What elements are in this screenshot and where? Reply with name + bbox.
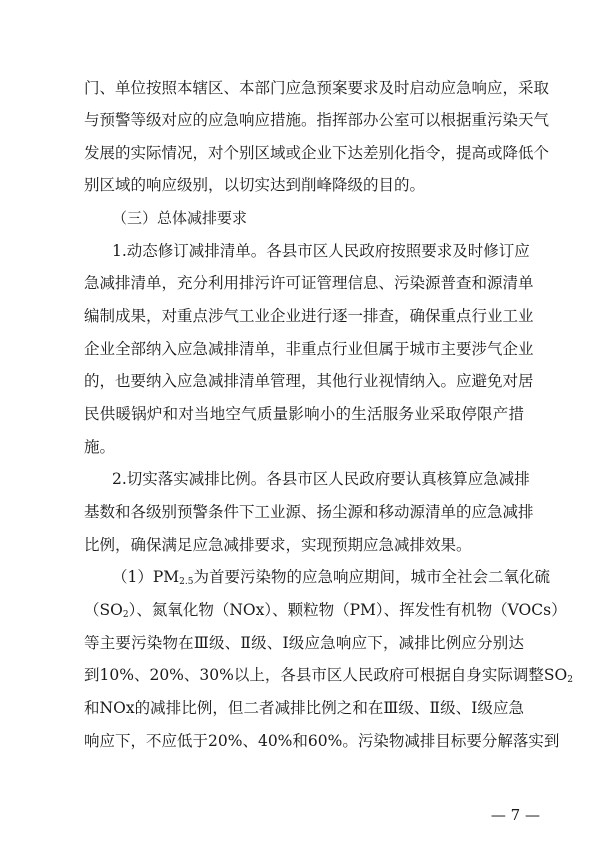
paragraph-1-line-2: 与预警等级对应的应急响应措施。指挥部办公室可以根据重污染天气 [84, 111, 550, 129]
paragraph-3-line-1: 2.切实落实减排比例。各县市区人民政府要认真核算应急减排 [112, 470, 530, 488]
text-segment: （SO [84, 601, 123, 619]
text-segment: ）、氮氧化物（NOx）、颗粒物（PM）、挥发性有机物（VOCs） [128, 601, 567, 619]
paragraph-1-line-1: 门、单位按照本辖区、本部门应急预案要求及时启动应急响应，采取 [84, 79, 550, 97]
subscript: 2 [122, 610, 129, 620]
text-segment: 到10%、20%、30%以上，各县市区人民政府可根据自身实际调整SO [84, 666, 568, 684]
text-segment: 为首要污染物的应急响应期间，城市全社会二氧化硫 [193, 568, 551, 586]
paragraph-3-line-2: 基数和各级别预警条件下工业源、扬尘源和移动源清单的应急减排 [84, 503, 534, 521]
page-number: — 7 — [490, 806, 540, 824]
paragraph-2-line-1: 1.动态修订减排清单。各县市区人民政府按照要求及时修订应 [112, 242, 530, 260]
paragraph-4-line-5: 和NOx的减排比例，但二者减排比例之和在Ⅲ级、Ⅱ级、Ⅰ级应急 [84, 699, 524, 717]
paragraph-2-line-6: 民供暖锅炉和对当地空气质量影响小的生活服务业采取停限产措 [84, 405, 524, 423]
paragraph-1-line-3: 发展的实际情况，对个别区域或企业下达差别化指令，提高或降低个 [84, 144, 550, 162]
paragraph-2-line-7: 施。 [84, 438, 116, 456]
section-heading: （三）总体减排要求 [112, 209, 248, 227]
subscript: 2.5 [179, 577, 194, 587]
paragraph-2-line-5: 的，也要纳入应急减排清单管理，其他行业视情纳入。应避免对居 [84, 372, 534, 390]
paragraph-1-line-4: 别区域的响应级别，以切实达到削峰降级的目的。 [84, 176, 426, 194]
text-segment: （1）PM [112, 568, 180, 586]
paragraph-4-line-3: 等主要污染物在Ⅲ级、Ⅱ级、Ⅰ级应急响应下，减排比例应分别达 [84, 634, 524, 652]
paragraph-4-line-2 [84, 601, 567, 620]
paragraph-4-line-1 [112, 568, 551, 587]
paragraph-3-line-3: 比例，确保满足应急减排要求，实现预期应急减排效果。 [84, 536, 472, 554]
paragraph-4-line-6: 响应下，不应低于20%、40%和60%。污染物减排目标要分解落实到 [84, 732, 560, 750]
subscript: 2 [567, 675, 573, 685]
paragraph-2-line-4: 企业全部纳入应急减排清单，非重点行业但属于城市主要涉气企业 [84, 340, 534, 358]
paragraph-2-line-3: 编制成果，对重点涉气工业企业进行逐一排查，确保重点行业工业 [84, 307, 534, 325]
paragraph-2-line-2: 急减排清单，充分利用排污许可证管理信息、污染源普查和源清单 [84, 274, 534, 292]
paragraph-4-line-4 [84, 666, 573, 685]
